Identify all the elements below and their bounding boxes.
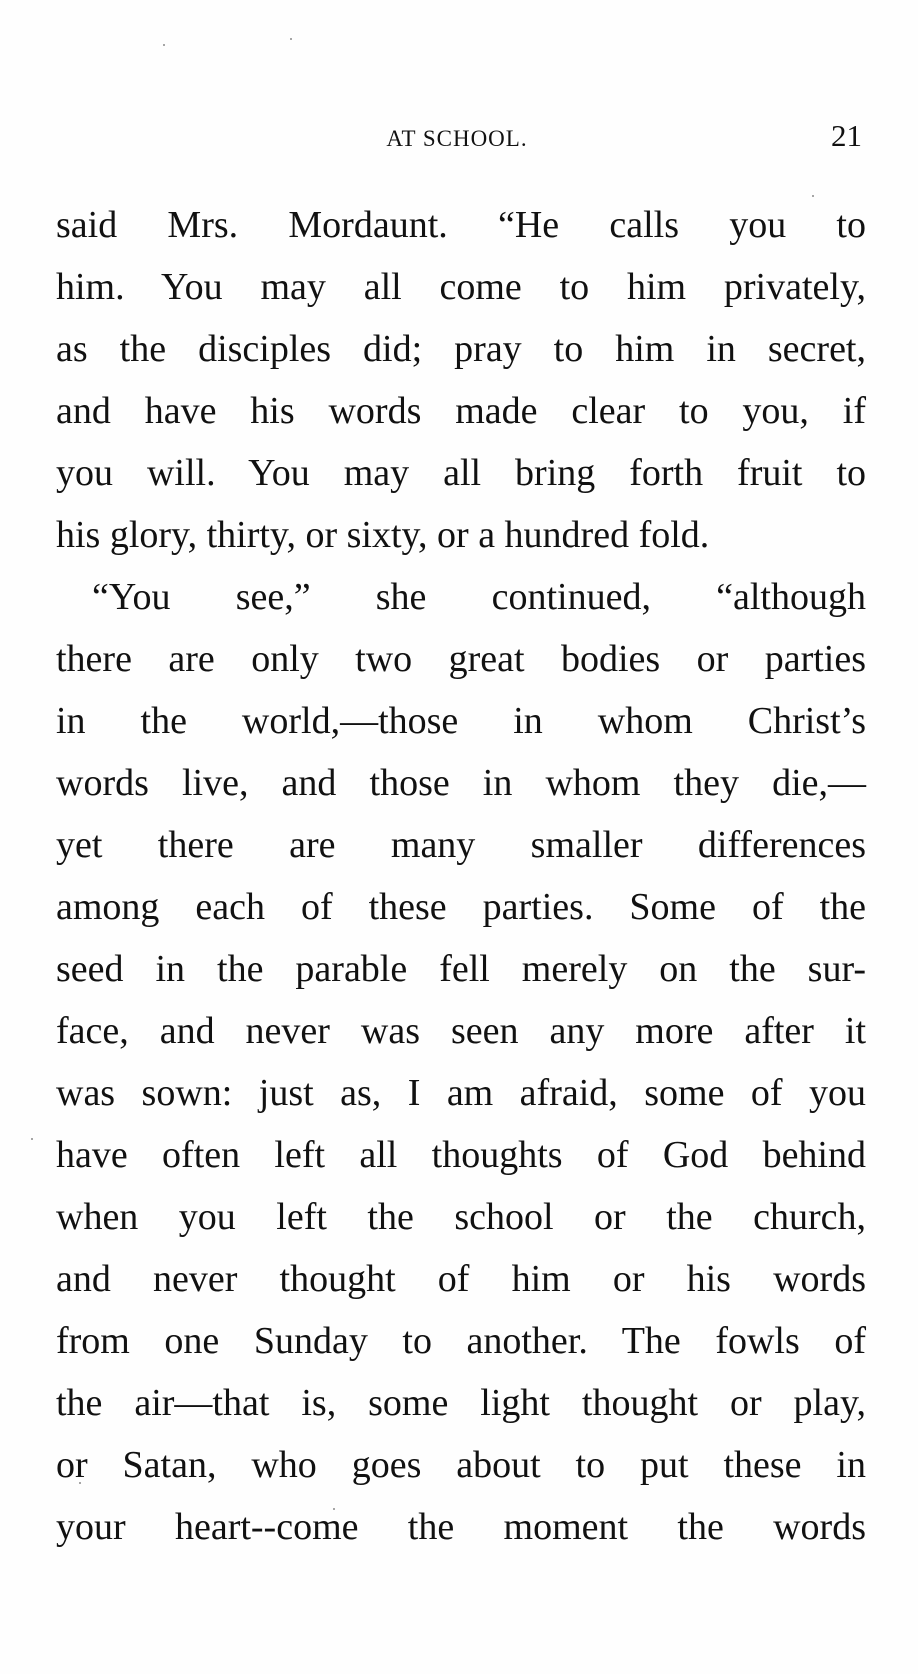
paper-speck — [163, 44, 165, 46]
text-line: from one Sunday to another. The fowls of — [56, 1320, 866, 1362]
text-line: or Satan, who goes about to put these in — [56, 1444, 866, 1486]
text-line: in the world,—those in whom Christ’s — [56, 700, 866, 742]
running-title: AT SCHOOL. — [386, 126, 528, 151]
text-line: said Mrs. Mordaunt. “He calls you to — [56, 204, 866, 246]
text-line: you will. You may all bring forth fruit to — [56, 452, 866, 494]
text-line: “You see,” she continued, “although — [92, 576, 866, 618]
paper-speck — [290, 38, 292, 40]
text-line: was sown: just as, I am afraid, some of you — [56, 1072, 866, 1114]
text-line: your heart--come the moment the words — [56, 1506, 866, 1548]
body-text — [56, 194, 866, 1558]
text-line: when you left the school or the church, — [56, 1196, 866, 1238]
text-line: him. You may all come to him privately, — [56, 266, 866, 308]
paper-speck — [31, 1138, 33, 1140]
text-line: words live, and those in whom they die,— — [56, 762, 866, 804]
text-line: face, and never was seen any more after it — [56, 1010, 866, 1052]
text-line: and never thought of him or his words — [56, 1258, 866, 1300]
text-line: there are only two great bodies or parties — [56, 638, 866, 680]
text-line: seed in the parable fell merely on the sur- — [56, 948, 866, 990]
text-line: have often left all thoughts of God behind — [56, 1134, 866, 1176]
running-head — [52, 118, 862, 158]
text-line: yet there are many smaller differences — [56, 824, 866, 866]
text-line: among each of these parties. Some of the — [56, 886, 866, 928]
text-line: the air—that is, some light thought or play, — [56, 1382, 866, 1424]
page-number: 21 — [831, 118, 862, 153]
text-line: as the disciples did; pray to him in secret, — [56, 328, 866, 370]
text-line: and have his words made clear to you, if — [56, 390, 866, 432]
text-line: his glory, thirty, or sixty, or a hundred fold. — [56, 514, 710, 556]
